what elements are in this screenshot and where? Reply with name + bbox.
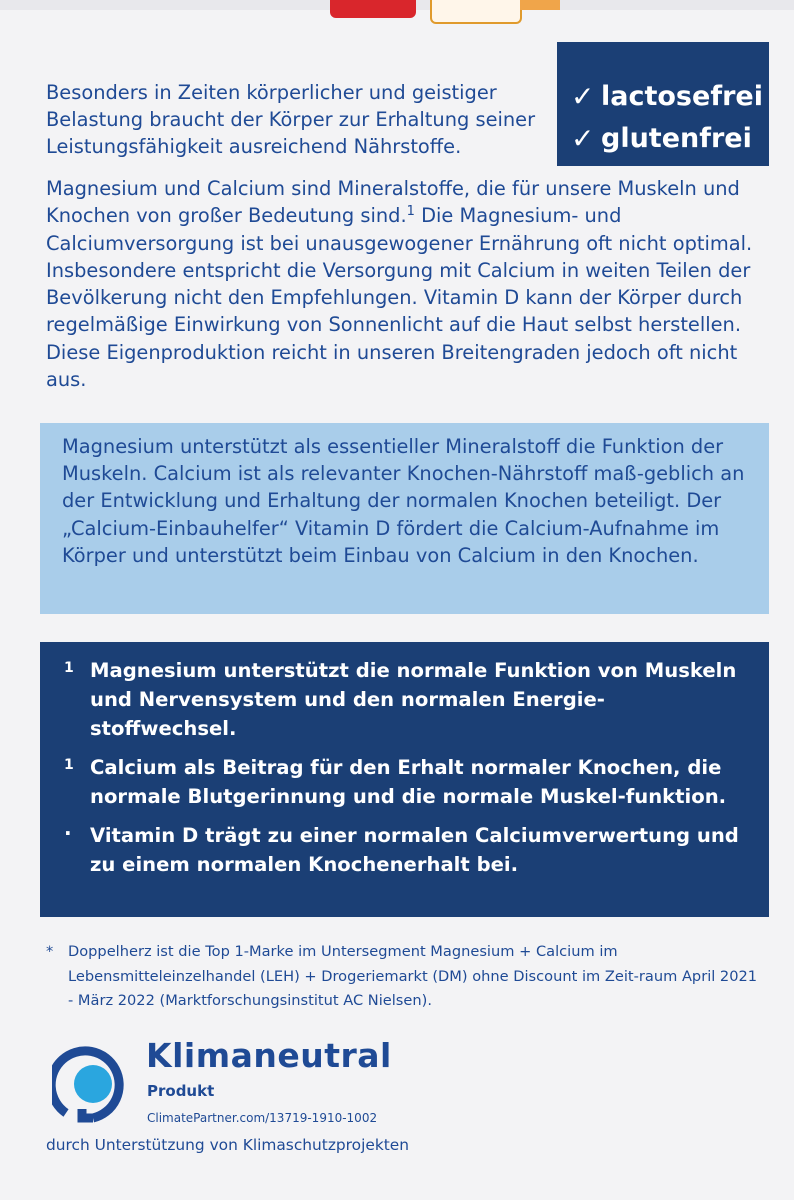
- claim-text: Calcium als Beitrag für den Erhalt normaler Knochen, die normale Blutgerinnung und die normale Muskel-funktion.: [90, 756, 727, 808]
- claim-text: Magnesium unterstützt die normale Funktion von Muskeln und Nervensystem und den normalen Energie-stoffwechsel.: [90, 659, 737, 740]
- climate-title: Klimaneutral: [146, 1036, 392, 1075]
- orange-label-fragment: [520, 0, 560, 10]
- package-top-flap: [0, 0, 794, 24]
- free-from-badge: [557, 42, 769, 166]
- footnote-text: Doppelherz ist die Top 1-Marke im Untersegment Magnesium + Calcium im Lebensmitteleinzelhandel (LEH) + Drogeriemarkt (DM) ohne Discount im Zeit-raum April 2021 - März 2022 (Marktforschungsinstitut AC Nielsen).: [68, 943, 758, 1009]
- checkmark-icon: ✓: [571, 80, 595, 113]
- footnote-marker: *: [46, 943, 54, 960]
- claim-marker: 1: [64, 660, 74, 676]
- badge-label-glutenfrei: glutenfrei: [601, 123, 752, 154]
- brand-badge-fragment: [430, 0, 522, 24]
- minerals-paragraph-part2: Die Magnesium- und Calciumversorgung ist bei unausgewogener Ernährung oft nicht optimal. Insbesondere entspricht die Versorgung mit Calcium in weiten Teilen der Bevölkerung nicht den Empfehlungen. Vitamin D kann der Körper durch regelmäßige Einwirkung von Sonnenlicht auf die Haut selbst herstellen. Diese Eigenproduktion reicht in unseren Breitengraden jedoch oft nicht aus.: [46, 204, 753, 392]
- claim-item-magnesium: [64, 656, 769, 743]
- badge-row-lactosefrei: [571, 76, 769, 118]
- climate-url: ClimatePartner.com/13719-1910-1002: [147, 1111, 378, 1125]
- badge-label-lactosefrei: lactosefrei: [601, 81, 763, 112]
- health-claims-box: [40, 642, 769, 917]
- red-label-fragment: [330, 0, 416, 18]
- footnote-reference: 1: [406, 204, 415, 220]
- claim-marker: 1: [64, 757, 74, 773]
- climate-tagline: durch Unterstützung von Klimaschutzprojekten: [46, 1136, 409, 1154]
- checkmark-icon: ✓: [571, 122, 595, 155]
- claim-item-vitamin-d: [64, 821, 769, 879]
- claim-text: Vitamin D trägt zu einer normalen Calciumverwertung und zu einem normalen Knochenerhalt bei.: [90, 824, 739, 876]
- highlight-box: [40, 423, 769, 614]
- badge-row-glutenfrei: [571, 118, 769, 160]
- minerals-paragraph: [46, 175, 766, 393]
- minerals-paragraph-part1: Magnesium und Calcium sind Mineralstoffe, die für unsere Muskeln und Knochen von großer Bedeutung sind.: [46, 177, 740, 228]
- intro-paragraph: Besonders in Zeiten körperlicher und geistiger Belastung braucht der Körper zur Erhaltung seiner Leistungsfähigkeit ausreichend Nährstoffe.: [46, 81, 536, 158]
- claim-marker: ·: [64, 821, 72, 845]
- highlight-text: Magnesium unterstützt als essentieller Mineralstoff die Funktion der Muskeln. Calcium ist als relevanter Knochen-Nährstoff maß-geblich an der Entwicklung und Erhaltung der normalen Knochen beteiligt. Der „Calcium-Einbauhelfer“ Vitamin D fördert die Calcium-Aufnahme im Körper und unterstützt beim Einbau von Calcium in den Knochen.: [62, 435, 745, 567]
- climate-subtitle: Produkt: [147, 1082, 215, 1100]
- footnote: [46, 940, 766, 1014]
- climatepartner-logo-icon: [52, 1043, 134, 1125]
- claim-item-calcium: [64, 753, 769, 811]
